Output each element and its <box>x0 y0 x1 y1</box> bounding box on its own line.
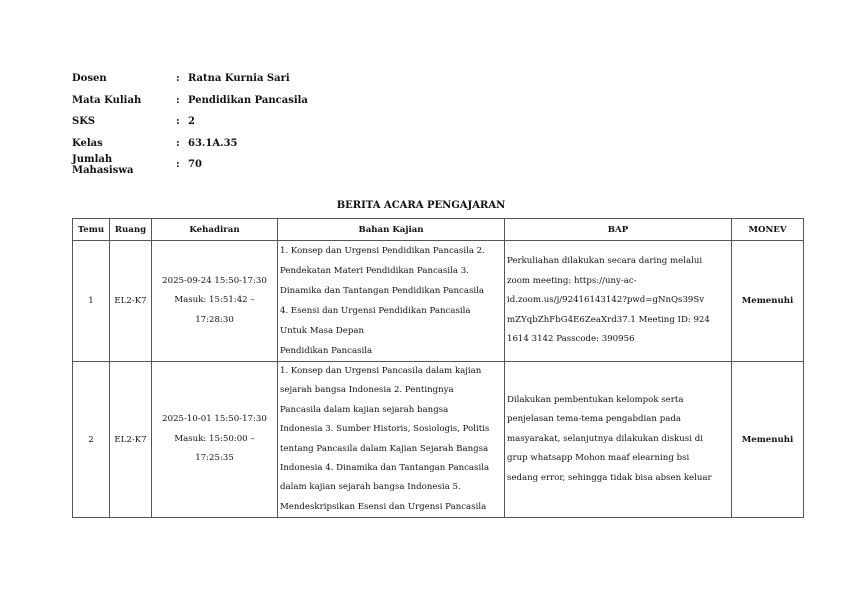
info-colon: : <box>176 159 180 171</box>
info-label: Kelas <box>72 137 103 149</box>
bap-line: zoom meeting: https://uny-ac- <box>507 275 637 286</box>
bap-line: Perkuliahan dilakukan secara daring melalui <box>507 256 703 267</box>
kehadiran-line: 2025-09-24 15:50-17:30 <box>162 275 267 286</box>
bahan-line: Indonesia 4. Dinamika dan Tantangan Pancasila <box>280 463 490 474</box>
cell-bahan-kajian <box>278 241 505 362</box>
info-row-mata-kuliah <box>72 90 308 112</box>
info-label: Dosen <box>72 73 107 85</box>
bahan-line: 4. Esensi dan Urgensi Pendidikan Pancasila <box>280 306 471 316</box>
cell-bap <box>505 241 732 362</box>
info-row-jumlah-mahasiswa <box>72 154 308 176</box>
header-ruang: Ruang <box>110 219 152 241</box>
bap-line: penjelasan tema-tema pengabdian pada <box>507 414 681 425</box>
table-row <box>73 241 804 362</box>
bahan-line: 1. Konsep dan Urgensi Pancasila dalam kajian <box>280 366 482 376</box>
table-header-row <box>73 219 804 241</box>
info-label: SKS <box>72 116 96 128</box>
info-colon: : <box>176 137 180 149</box>
bahan-line: Untuk Masa Depan <box>280 326 365 336</box>
teaching-report-table <box>72 218 804 518</box>
cell-bap <box>505 362 732 518</box>
bap-line: sedang error, sehingga tidak bisa absen keluar <box>507 472 712 483</box>
bahan-line: Pendidikan Pancasila <box>280 346 373 356</box>
bap-line: id.zoom.us/j/92416143142?pwd=gNnQs39Sv <box>507 295 705 306</box>
cell-bahan-kajian <box>278 362 505 518</box>
header-bahan-kajian: Bahan Kajian <box>278 219 505 241</box>
bahan-line: Indonesia 3. Sumber Historis, Sosiologis, Politis <box>280 424 490 435</box>
cell-monev: Memenuhi <box>732 241 804 362</box>
bahan-line: sejarah bangsa Indonesia 2. Pentingnya <box>280 385 454 396</box>
bahan-line: Pendekatan Materi Pendidikan Pancasila 3. <box>280 266 469 276</box>
kehadiran-line: Masuk: 15:50:00 – <box>174 433 255 444</box>
bap-line: grup whatsapp Mohon maaf elearning bsi <box>507 453 690 464</box>
info-label: Jumlah Mahasiswa <box>72 153 134 176</box>
header-bap: BAP <box>505 219 732 241</box>
info-value: Pendidikan Pancasila <box>188 94 308 106</box>
table-row <box>73 362 804 518</box>
bahan-line: dalam kajian sejarah bangsa Indonesia 5. <box>280 482 461 493</box>
info-value: 63.1A.35 <box>188 137 238 149</box>
cell-temu: 2 <box>73 362 110 518</box>
info-colon: : <box>176 94 180 106</box>
bap-line: Dilakukan pembentukan kelompok serta <box>507 394 684 405</box>
info-row-kelas <box>72 133 308 155</box>
header-monev: MONEV <box>732 219 804 241</box>
bahan-line: tentang Pancasila dalam Kajian Sejarah Bangsa <box>280 443 489 454</box>
header-temu: Temu <box>73 219 110 241</box>
bap-line: masyarakat, selanjutnya dilakukan diskusi di <box>507 433 703 444</box>
bap-line: mZYqbZhFbG4E6ZeaXrd37.1 Meeting ID: 924 <box>507 314 710 325</box>
info-row-dosen <box>72 68 308 90</box>
kehadiran-line: 17:25:35 <box>195 453 234 464</box>
cell-ruang: EL2-K7 <box>110 362 152 518</box>
course-info <box>72 68 308 176</box>
header-kehadiran: Kehadiran <box>152 219 278 241</box>
info-label: Mata Kuliah <box>72 94 142 106</box>
kehadiran-line: 2025-10-01 15:50-17:30 <box>162 414 267 425</box>
bahan-line: Dinamika dan Tantangan Pendidikan Pancasila <box>280 286 485 296</box>
cell-temu: 1 <box>73 241 110 362</box>
cell-kehadiran <box>152 362 278 518</box>
cell-monev: Memenuhi <box>732 362 804 518</box>
cell-ruang: EL2-K7 <box>110 241 152 362</box>
info-row-sks <box>72 111 308 133</box>
info-colon: : <box>176 116 180 128</box>
info-value: 2 <box>188 116 195 128</box>
bap-line: 1614 3142 Passcode: 390956 <box>507 334 635 345</box>
info-colon: : <box>176 73 180 85</box>
kehadiran-line: 17:28:30 <box>195 314 234 325</box>
info-value: 70 <box>188 159 202 171</box>
bahan-line: Pancasila dalam kajian sejarah bangsa <box>280 404 449 415</box>
info-value: Ratna Kurnia Sari <box>188 73 290 85</box>
kehadiran-line: Masuk: 15:51:42 – <box>174 295 255 306</box>
cell-kehadiran <box>152 241 278 362</box>
bahan-line: Mendeskripsikan Esensi dan Urgensi Pancasila <box>280 501 487 512</box>
bahan-line: 1. Konsep dan Urgensi Pendidikan Pancasila 2. <box>280 246 485 256</box>
document-title: BERITA ACARA PENGAJARAN <box>336 200 506 211</box>
